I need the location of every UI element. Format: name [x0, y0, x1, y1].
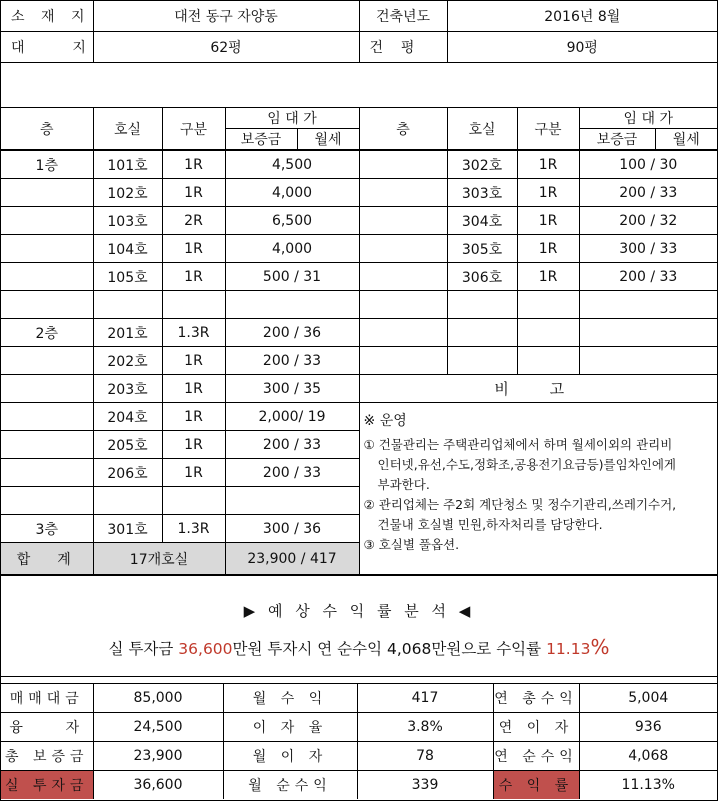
rent-cell: 4,000 — [225, 235, 359, 263]
floor-cell — [1, 375, 93, 403]
floor-area-value: 90평 — [447, 32, 717, 63]
rent-cell-right — [579, 319, 717, 347]
room-cell: 206호 — [93, 459, 162, 487]
rent-cell: 500 / 31 — [225, 263, 359, 291]
summary-row — [1, 742, 717, 771]
summary-value-b: 417 — [357, 684, 493, 713]
summary-label-a: 실 투자금 — [1, 771, 93, 800]
room-cell: 105호 — [93, 263, 162, 291]
summary-label-a: 매매대금 — [1, 684, 93, 713]
room-cell-right — [447, 291, 517, 319]
summary-label-a: 총 보증금 — [1, 742, 93, 771]
room-cell: 104호 — [93, 235, 162, 263]
analysis-summary — [1, 621, 717, 659]
summary-value-b: 3.8% — [357, 713, 493, 742]
yield-value: 11.13 — [546, 640, 591, 658]
rent-cell-right — [579, 291, 717, 319]
summary-value-a: 23,900 — [93, 742, 223, 771]
type-cell: 1R — [162, 150, 225, 179]
type-cell: 1R — [162, 403, 225, 431]
summary-value-a: 24,500 — [93, 713, 223, 742]
room-cell — [93, 487, 162, 515]
room-cell-right: 305호 — [447, 235, 517, 263]
header-deposit-right: 보증금 — [579, 129, 655, 151]
summary-value-b: 339 — [357, 771, 493, 800]
header-room-right: 호실 — [447, 108, 517, 151]
analysis-title: ▶ 예 상 수 익 률 분 석 ◀ — [243, 602, 475, 620]
notes-body — [359, 403, 717, 575]
property-info-table — [1, 1, 717, 63]
header-monthly-right: 월세 — [655, 129, 717, 151]
summary-label-c: 연 이 자 — [493, 713, 579, 742]
note-2-line-1: ② 관리업체는 주2회 계단청소 및 정수기관리,쓰레기수거, — [363, 497, 677, 512]
summary-value-c: 11.13% — [579, 771, 717, 800]
summary-middle: 만원 투자시 연 순수익 4,068만원으로 수익률 — [232, 640, 547, 658]
room-cell-right: 306호 — [447, 263, 517, 291]
floor-cell — [1, 403, 93, 431]
summary-label-c: 연 총수익 — [493, 684, 579, 713]
type-cell-right — [517, 347, 579, 375]
floor-cell — [1, 235, 93, 263]
summary-row — [1, 713, 717, 742]
header-floor: 층 — [1, 108, 93, 151]
rent-cell — [225, 487, 359, 515]
rent-cell: 6,500 — [225, 207, 359, 235]
rent-cell: 2,000/ 19 — [225, 403, 359, 431]
room-cell: 201호 — [93, 319, 162, 347]
type-cell-right — [517, 291, 579, 319]
rent-cell: 200 / 33 — [225, 459, 359, 487]
floor-cell — [1, 347, 93, 375]
type-cell: 1.3R — [162, 515, 225, 543]
type-cell-right: 1R — [517, 207, 579, 235]
room-cell: 103호 — [93, 207, 162, 235]
summary-label-a: 융 자 — [1, 713, 93, 742]
type-cell: 1R — [162, 235, 225, 263]
rent-cell-right: 200 / 33 — [579, 263, 717, 291]
room-cell-right: 304호 — [447, 207, 517, 235]
room-cell: 301호 — [93, 515, 162, 543]
yield-analysis — [1, 575, 717, 677]
total-amount: 23,900 / 417 — [225, 543, 359, 575]
room-cell — [93, 291, 162, 319]
floor-cell — [1, 263, 93, 291]
summary-label-c: 수 익 률 — [493, 771, 579, 800]
rent-cell-right: 100 / 30 — [579, 150, 717, 179]
rent-cell: 200 / 36 — [225, 319, 359, 347]
spacer-row — [1, 63, 717, 107]
type-cell: 2R — [162, 207, 225, 235]
summary-prefix: 실 투자금 — [108, 640, 179, 658]
header-rent-right: 임 대 가 — [579, 108, 717, 129]
type-cell: 1R — [162, 263, 225, 291]
floor-cell-right — [359, 235, 447, 263]
rent-cell: 4,500 — [225, 150, 359, 179]
type-cell: 1R — [162, 459, 225, 487]
note-2-line-2: 건물내 호실별 민원,하자처리를 담당한다. — [377, 517, 603, 532]
room-cell-right: 302호 — [447, 150, 517, 179]
invest-amount: 36,600 — [178, 640, 233, 658]
type-cell-right: 1R — [517, 179, 579, 207]
room-cell: 204호 — [93, 403, 162, 431]
built-year-label: 건축년도 — [359, 1, 447, 32]
notes-title: 비 고 — [359, 375, 717, 403]
note-1-line-2: 인터넷,유선,수도,정화조,공용전기요금등)를임차인에게 — [377, 457, 677, 472]
rent-cell-right: 300 / 33 — [579, 235, 717, 263]
rent-cell-right: 200 / 33 — [579, 179, 717, 207]
header-room: 호실 — [93, 108, 162, 151]
total-label: 합 계 — [1, 543, 93, 575]
rent-cell: 4,000 — [225, 179, 359, 207]
room-cell-right — [447, 319, 517, 347]
note-3: ③ 호실별 풀옵션. — [363, 537, 460, 552]
note-1-line-1: ① 건물관리는 주택관리업체에서 하며 월세이외의 관리비 — [363, 437, 673, 452]
rent-cell — [225, 291, 359, 319]
summary-table — [1, 683, 717, 799]
header-deposit: 보증금 — [225, 129, 297, 151]
room-cell-right: 303호 — [447, 179, 517, 207]
type-cell — [162, 487, 225, 515]
floor-cell: 1층 — [1, 150, 93, 179]
rental-table — [1, 107, 717, 575]
location-label: 소 재 지 — [1, 1, 93, 32]
type-cell-right: 1R — [517, 263, 579, 291]
floor-cell — [1, 431, 93, 459]
rent-cell: 200 / 33 — [225, 431, 359, 459]
floor-cell — [1, 207, 93, 235]
floor-cell — [1, 487, 93, 515]
summary-value-a: 36,600 — [93, 771, 223, 800]
summary-label-c: 연 순수익 — [493, 742, 579, 771]
room-cell: 205호 — [93, 431, 162, 459]
floor-cell — [1, 179, 93, 207]
header-floor-right: 층 — [359, 108, 447, 151]
summary-row — [1, 771, 717, 800]
floor-cell-right — [359, 150, 447, 179]
rent-cell: 300 / 36 — [225, 515, 359, 543]
type-cell: 1R — [162, 347, 225, 375]
summary-value-c: 4,068 — [579, 742, 717, 771]
summary-value-c: 936 — [579, 713, 717, 742]
rent-cell: 200 / 33 — [225, 347, 359, 375]
room-cell-right — [447, 347, 517, 375]
room-cell: 101호 — [93, 150, 162, 179]
floor-cell-right — [359, 291, 447, 319]
note-1-line-3: 부과한다. — [377, 477, 430, 492]
land-area-value: 62평 — [93, 32, 359, 63]
location-value: 대전 동구 자양동 — [93, 1, 359, 32]
room-cell: 202호 — [93, 347, 162, 375]
built-year-value: 2016년 8월 — [447, 1, 717, 32]
summary-label-b: 이 자 율 — [223, 713, 357, 742]
header-type-right: 구분 — [517, 108, 579, 151]
summary-label-b: 월 순수익 — [223, 771, 357, 800]
type-cell: 1.3R — [162, 319, 225, 347]
summary-label-b: 월 이 자 — [223, 742, 357, 771]
type-cell — [162, 291, 225, 319]
type-cell-right: 1R — [517, 235, 579, 263]
rent-cell: 300 / 35 — [225, 375, 359, 403]
summary-label-b: 월 수 익 — [223, 684, 357, 713]
floor-cell — [1, 459, 93, 487]
summary-value-b: 78 — [357, 742, 493, 771]
type-cell: 1R — [162, 375, 225, 403]
floor-area-label: 건 평 — [359, 32, 447, 63]
floor-cell-right — [359, 347, 447, 375]
type-cell-right: 1R — [517, 150, 579, 179]
type-cell: 1R — [162, 431, 225, 459]
type-cell-right — [517, 319, 579, 347]
floor-cell-right — [359, 319, 447, 347]
floor-cell-right — [359, 207, 447, 235]
header-monthly: 월세 — [297, 129, 359, 151]
rental-rows — [1, 150, 717, 575]
land-area-label: 대 지 — [1, 32, 93, 63]
total-rooms: 17개호실 — [93, 543, 225, 575]
yield-percent: % — [590, 635, 610, 659]
floor-cell-right — [359, 179, 447, 207]
summary-row — [1, 684, 717, 713]
room-cell: 203호 — [93, 375, 162, 403]
header-rent: 임 대 가 — [225, 108, 359, 129]
type-cell: 1R — [162, 179, 225, 207]
room-cell: 102호 — [93, 179, 162, 207]
floor-cell-right — [359, 263, 447, 291]
summary-value-a: 85,000 — [93, 684, 223, 713]
header-type: 구분 — [162, 108, 225, 151]
summary-value-c: 5,004 — [579, 684, 717, 713]
notes-heading: ※ 운영 — [363, 413, 407, 429]
floor-cell — [1, 291, 93, 319]
floor-cell: 2층 — [1, 319, 93, 347]
rent-cell-right — [579, 347, 717, 375]
rent-cell-right: 200 / 32 — [579, 207, 717, 235]
floor-cell: 3층 — [1, 515, 93, 543]
